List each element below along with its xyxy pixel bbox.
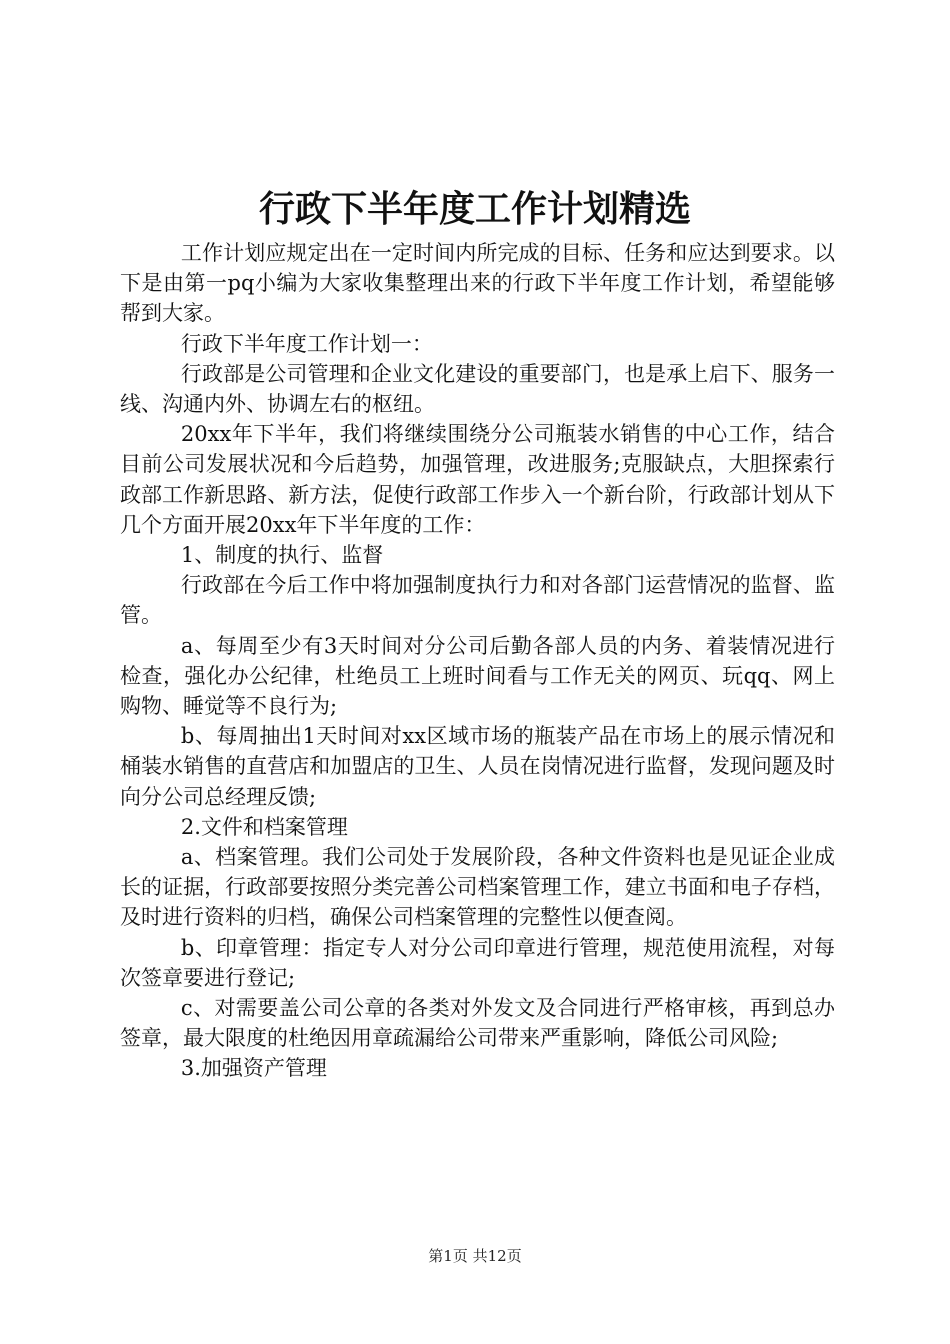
list-item: c、对需要盖公司公章的各类对外发文及合同进行严格审核，再到总办签章，最大限度的杜绝因用章疏漏给公司带来严重影响，降低公司风险; [120,996,835,1051]
list-item: a、每周至少有3天时间对分公司后勤各部人员的内务、着装情况进行检查，强化办公纪律，杜绝员工上班时间看与工作无关的网页、玩qq、网上购物、睡觉等不良行为; [120,633,835,719]
paragraph: 行政部是公司管理和企业文化建设的重要部门，也是承上启下、服务一线、沟通内外、协调左右的枢纽。 [120,361,835,417]
paragraph: 工作计划应规定出在一定时间内所完成的目标、任务和应达到要求。以下是由第一pq小编为大家收集整理出来的行政下半年度工作计划，希望能够帮到大家。 [120,241,835,326]
page-footer: 第1页 共12页 [428,1247,522,1265]
paragraph: 行政部在今后工作中将加强制度执行力和对各部门运营情况的监督、监管。 [120,573,835,628]
section-heading: 1、制度的执行、监督 [180,543,384,568]
paragraph: 20xx年下半年，我们将继续围绕分公司瓶装水销售的中心工作，结合目前公司发展状况和今后趋势，加强管理，改进服务;克服缺点，大胆探索行政部工作新思路、新方法，促使行政部工作步入一个新台阶，行政部计划从下几个方面开展20xx年下半年度的工作： [120,422,835,537]
document-title: 行政下半年度工作计划精选 [258,188,691,230]
list-item: b、印章管理：指定专人对分公司印章进行管理，规范使用流程，对每次签章要进行登记; [120,935,835,990]
list-item: b、每周抽出1天时间对xx区域市场的瓶装产品在市场上的展示情况和桶装水销售的直营店和加盟店的卫生、人员在岗情况进行监督，发现问题及时向分公司总经理反馈; [120,724,835,809]
section-heading: 2.文件和档案管理 [180,814,348,839]
paragraph: 行政下半年度工作计划一： [180,331,433,356]
section-heading: 3.加强资产管理 [180,1056,327,1081]
list-item: a、档案管理。我们公司处于发展阶段，各种文件资料也是见证企业成长的证据，行政部要按照分类完善公司档案管理工作，建立书面和电子存档，及时进行资料的归档，确保公司档案管理的完整性以便查阅。 [120,845,835,930]
document-body [120,238,835,1084]
